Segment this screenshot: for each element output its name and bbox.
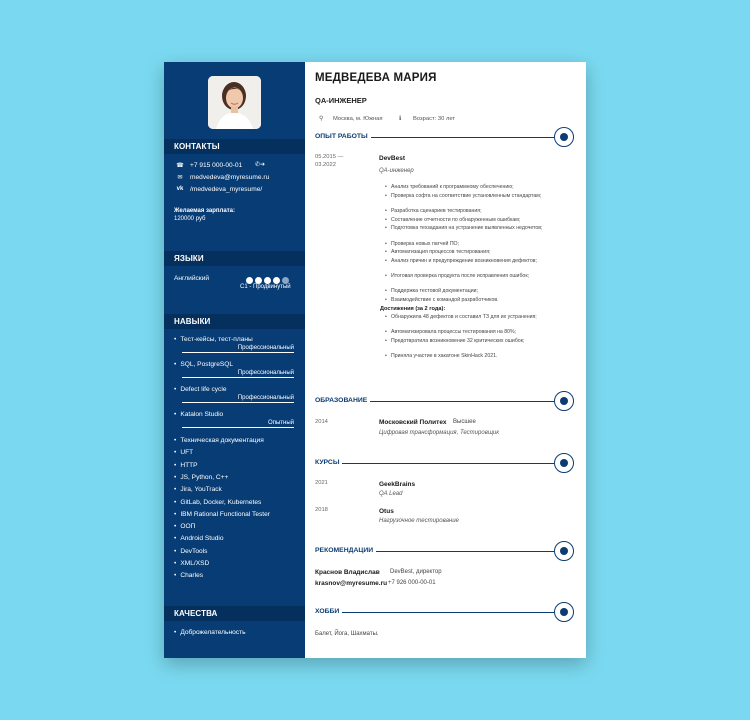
course-name: Otus <box>379 508 394 515</box>
candidate-name: МЕДВЕДЕВА МАРИЯ <box>315 72 437 84</box>
education-degree: Высшее <box>453 419 476 425</box>
graduation-cap-icon <box>554 391 574 411</box>
salary-value: 120000 руб <box>174 216 206 222</box>
skill-item: • Jira, YouTrack <box>174 486 222 493</box>
thumbs-up-icon <box>554 541 574 561</box>
language-level: C1 - Продвинутый <box>240 284 291 290</box>
skill-item: • GitLab, Docker, Kubernetes <box>174 499 261 506</box>
skill-item: • UFT <box>174 449 193 456</box>
courses-header <box>315 453 574 473</box>
phone-text: +7 915 000-00-01 <box>190 162 243 169</box>
education-school: Московский Политех <box>379 419 447 426</box>
experience-header <box>315 127 574 147</box>
skill-item: • HTTP <box>174 462 198 469</box>
duty-item: • Взаимодействие с командой разработчиков. <box>385 297 555 304</box>
skill-item: • JS, Python, C++ <box>174 474 228 481</box>
language-level-dots <box>246 277 289 284</box>
achievement-item: • Автоматизировала процессы тестирования на 80%; <box>385 329 555 336</box>
duty-item: • Проверка софта на соответствие установленным стандартам; <box>385 193 555 200</box>
hobbies-header <box>315 602 574 622</box>
skill-item: • Android Studio <box>174 535 224 542</box>
recommendations-heading: РЕКОМЕНДАЦИИ <box>315 547 376 554</box>
email-text: medvedeva@myresume.ru <box>190 174 270 181</box>
document-icon <box>554 453 574 473</box>
skill-item: • XML/XSD <box>174 560 209 567</box>
recommender-name: Краснов Владислав <box>315 569 380 576</box>
recommender-email: krasnov@myresume.ru <box>315 580 388 587</box>
main-content <box>305 62 586 658</box>
profile-photo <box>208 76 261 129</box>
course-desc: QA Lead <box>379 491 403 497</box>
course-year: 2018 <box>315 507 328 513</box>
email-icon: ✉ <box>177 175 183 181</box>
achievement-item: • Приняла участие в хакатоне SkinHack 2021. <box>385 353 555 360</box>
resume-page <box>164 62 586 658</box>
languages-heading: ЯЗЫКИ <box>164 251 305 266</box>
location-text: Москва, м. Южная <box>333 116 383 122</box>
experience-heading: ОПЫТ РАБОТЫ <box>315 133 371 140</box>
skill-level: Профессиональный <box>182 395 294 403</box>
skill-item: • SQL, PostgreSQL <box>174 361 233 368</box>
duty-item: • Поддержка тестовой документации; <box>385 288 555 295</box>
language-dot <box>273 277 280 284</box>
candidate-role: QA-ИНЖЕНЕР <box>315 96 367 105</box>
experience-company: DevBest <box>379 155 406 162</box>
skill-item: • Тест-кейсы, тест-планы <box>174 336 253 343</box>
messenger-icons: ✆➔ <box>255 162 266 168</box>
duty-item: • Автоматизация процессов тестирования; <box>385 249 555 256</box>
heart-icon <box>554 602 574 622</box>
education-header <box>315 391 574 411</box>
skills-heading: НАВЫКИ <box>164 314 305 329</box>
skill-item: • DevTools <box>174 548 207 555</box>
duty-item: • Подготовка техзадания на устранение выявленных недочетов; <box>385 225 555 232</box>
sidebar <box>164 62 305 658</box>
briefcase-icon <box>554 127 574 147</box>
qualities-heading: КАЧЕСТВА <box>164 606 305 621</box>
language-dot <box>264 277 271 284</box>
age-text: Возраст: 30 лет <box>413 116 456 122</box>
language-dot <box>246 277 253 284</box>
skill-item: • Defect life cycle <box>174 386 227 393</box>
course-desc: Нагрузочное тестирование <box>379 518 459 524</box>
course-year: 2021 <box>315 480 328 486</box>
contacts-heading: КОНТАКТЫ <box>164 139 305 154</box>
hobbies-heading: ХОББИ <box>315 608 342 615</box>
duty-item: • Анализ требований к программному обеспечению; <box>385 184 555 191</box>
duty-item: • Разработка сценариев тестирования; <box>385 208 555 215</box>
achievement-item: • Предотвратила возникновение 32 критических ошибок; <box>385 338 555 345</box>
duty-item: • Проверка новых патчей ПО; <box>385 241 555 248</box>
vk-icon: vk <box>176 186 184 192</box>
skill-item: • Charles <box>174 572 203 579</box>
age-icon: ℹ <box>399 116 402 122</box>
hobbies-text: Балет, Йога, Шахматы. <box>315 631 379 637</box>
skill-level: Опытный <box>182 420 294 428</box>
duty-item: • Анализ причин и предупреждение возникновения дефектов; <box>385 258 555 265</box>
salary-label: Желаемая зарплата: <box>174 208 235 214</box>
skill-item: • Техническая документация <box>174 437 264 444</box>
experience-position: QA-инженер <box>379 168 414 174</box>
recommendations-header <box>315 541 574 561</box>
experience-period-end: 03.2022 <box>315 162 336 168</box>
skill-level: Профессиональный <box>182 370 294 378</box>
recommender-phone: +7 926 000-00-01 <box>388 580 436 586</box>
language-dot <box>282 277 289 284</box>
vk-text: /medvedeva_myresume/ <box>190 186 263 193</box>
skill-level: Профессиональный <box>182 345 294 353</box>
skill-item: • ООП <box>174 523 195 530</box>
language-name: Английский <box>174 275 210 282</box>
phone-icon: ☎ <box>176 163 184 169</box>
education-year: 2014 <box>315 419 328 425</box>
experience-period-start: 05.2015 — <box>315 154 344 160</box>
education-heading: ОБРАЗОВАНИЕ <box>315 397 370 404</box>
location-icon: ⚲ <box>319 116 324 122</box>
course-name: GeekBrains <box>379 481 416 488</box>
quality-item: • Доброжелательность <box>174 629 246 636</box>
achievements-heading: Достижения (за 2 года): <box>380 305 446 312</box>
duty-item: • Составление отчетности по обнаруженным ошибкам; <box>385 217 555 224</box>
achievement-item: • Обнаружила 48 дефектов и составил ТЗ для их устранения; <box>385 314 555 321</box>
skill-item: • Katalon Studio <box>174 411 223 418</box>
duty-item: • Итоговая проверка продукта после исправления ошибок; <box>385 273 555 280</box>
recommender-company: DevBest, директор <box>390 569 442 575</box>
skill-item: • IBM Rational Functional Tester <box>174 511 270 518</box>
education-field: Цифровая трансформация, Тестировщик <box>379 430 500 436</box>
language-dot <box>255 277 262 284</box>
courses-heading: КУРСЫ <box>315 459 342 466</box>
